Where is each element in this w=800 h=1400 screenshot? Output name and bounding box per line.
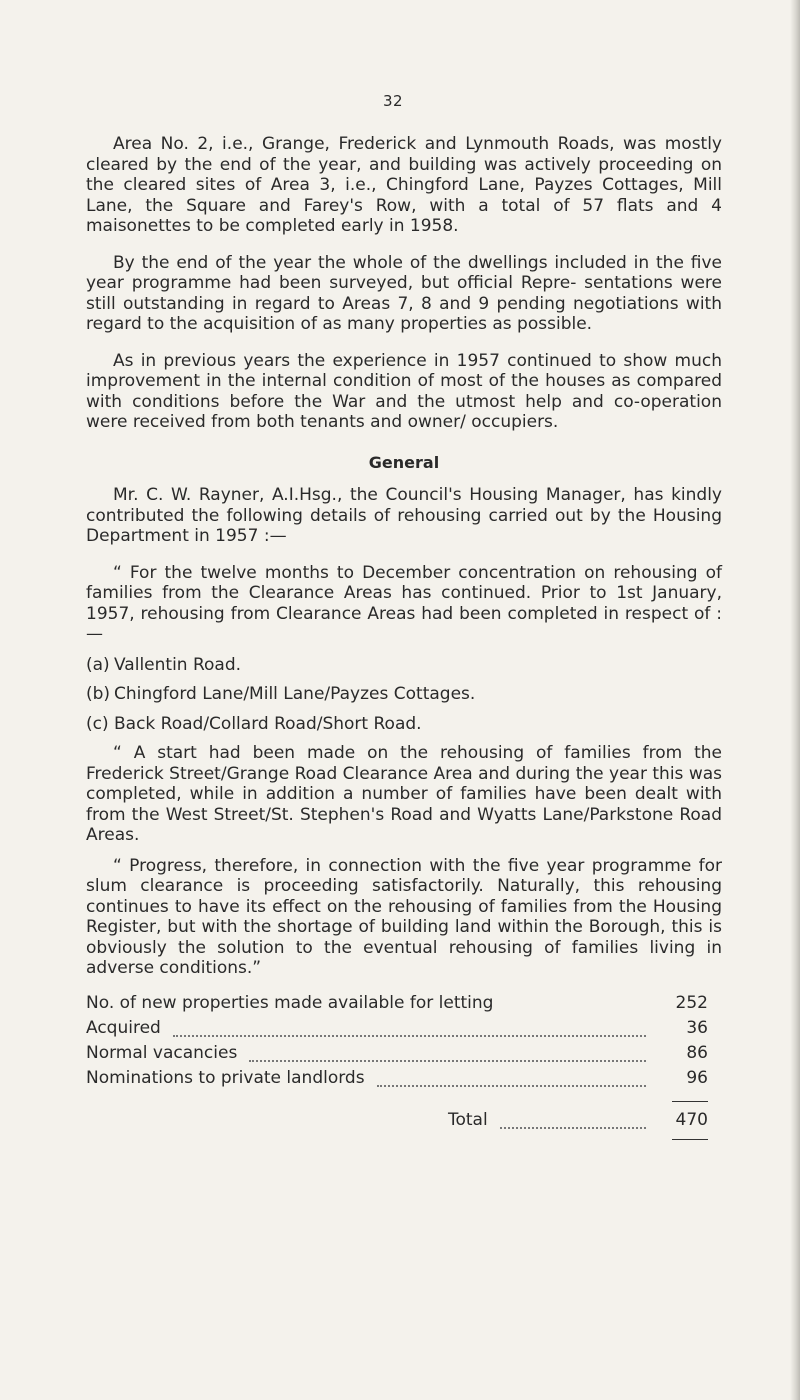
page-number: 32: [383, 92, 404, 110]
paragraph-survey: By the end of the year the whole of the dwellings included in the five year programme had been surveyed, but official Repre- sentations were still outstanding in regard to Areas 7, 8 and 9 pending negotiations with regard to the acquisition of as many properties as possible.: [86, 252, 722, 334]
total-rule-bottom: [672, 1139, 708, 1140]
list-item-text: Back Road/Collard Road/Short Road.: [114, 713, 422, 734]
table-row: [86, 1043, 708, 1068]
list-item: [86, 655, 722, 676]
row-label: Acquired: [86, 1017, 161, 1038]
row-value: 96: [686, 1067, 708, 1088]
row-label: No. of new properties made available for letting: [86, 992, 494, 1013]
list-item: [86, 714, 722, 735]
row-label: Normal vacancies: [86, 1042, 238, 1063]
row-label: Nominations to private landlords: [86, 1067, 365, 1088]
list-item-label: (a): [86, 654, 110, 675]
table-row: [86, 993, 708, 1018]
total-rule-top: [672, 1101, 708, 1102]
rehousing-table: [86, 993, 708, 1140]
quote-paragraph-1: “ For the twelve months to December concentration on rehousing of families from the Clearance Areas has continued. Prior to 1st January, 1957, rehousing from Clearance Areas had been completed in respect of :—: [86, 562, 722, 644]
total-value: 470: [675, 1109, 708, 1130]
list-item: [86, 684, 722, 705]
total-label: Total: [448, 1109, 488, 1130]
leader-dots: [249, 1056, 646, 1062]
quote-paragraph-2: “ A start had been made on the rehousing of families from the Frederick Street/Grange Road Clearance Area and during the year this was completed, while in addition a number of families have been dealt with from the West Street/St. Stephen's Road and Wyatts Lane/Parkstone Road Areas.: [86, 743, 722, 845]
leader-dots: [173, 1031, 646, 1037]
list-item-label: (b): [86, 684, 111, 704]
list-item-text: Chingford Lane/Mill Lane/Payzes Cottages.: [114, 684, 476, 704]
leader-dots: [377, 1081, 646, 1087]
row-value: 36: [686, 1017, 708, 1038]
page-edge: [790, 0, 800, 1400]
list-item-label: (c): [86, 713, 109, 734]
paragraph-area-2: Area No. 2, i.e., Grange, Frederick and Lynmouth Roads, was mostly cleared by the end of the year, and building was actively proceeding on the cleared sites of Area 3, i.e., Chingford Lane, Payzes Cottages, Mill Lane, the Square and Farey's Row, with a total of 57 flats and 4 maisonettes to be completed early in 1958.: [86, 134, 722, 236]
table-row: [86, 1068, 708, 1093]
total-row: [86, 1110, 708, 1135]
paragraph-experience: As in previous years the experience in 1957 continued to show much improvement in the internal condition of most of the houses as compared with conditions before the War and the utmost help and co-operation were received from both tenants and owner/ occupiers.: [86, 350, 722, 432]
table-row: [86, 1018, 708, 1043]
document-body: [86, 134, 722, 1140]
row-value: 252: [675, 992, 708, 1013]
row-value: 86: [686, 1042, 708, 1063]
list-item-text: Vallentin Road.: [114, 654, 242, 675]
paragraph-intro: Mr. C. W. Rayner, A.I.Hsg., the Council's Housing Manager, has kindly contributed the following details of rehousing carried out by the Housing Department in 1957 :—: [86, 485, 722, 546]
quote-paragraph-3: “ Progress, therefore, in connection with the five year programme for slum clearance is proceeding satisfactorily. Naturally, this rehousing continues to have its effect on the rehousing of families from the Housing Register, but with the shortage of building land within the Borough, this is obviously the solution to the eventual rehousing of families living in adverse conditions.”: [86, 855, 722, 978]
section-heading: General: [368, 452, 440, 472]
leader-dots: [500, 1123, 646, 1129]
